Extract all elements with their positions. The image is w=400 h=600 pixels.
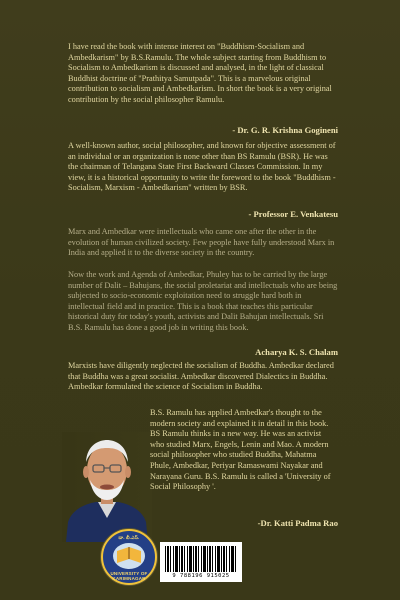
portrait-image: [62, 432, 152, 542]
blurb-chalam-author: Acharya K. S. Chalam: [255, 347, 338, 357]
blurb-gogineni-text: I have read the book with intense interest on "Buddhism-Socialism and Ambedkarism" by B.S.Ramulu. The whole subject starting from Buddhism to Socialism to Ambedkarism is discussed and analysed, in the light of classical Buddhist doctrine of "Prathitya Samutpada". This is a marvelous original contribution to socialism and Ambedkarism. In short the book is a very original contribution by the social philosopher Ramulu.: [68, 42, 332, 104]
isbn-number: 9 788196 915025: [172, 573, 230, 579]
blurb-chalam-paragraph-2: Now the work and Agenda of Ambedkar, Phuley has to be carried by the large number of Dalit – Bahujans, the social proletariat and intellectuals who are being subjected to socio-economic exploitation need to struggle hard both in intellectual field and in practice. This is a book that teaches this particular historical duty for today's youth, activists and Dalit Bahujan intellectuals. Sri B.S. Ramulu has done a good job in writing this book.: [68, 270, 338, 332]
blurb-buddha-socialism-text: Marxists have diligently neglected the socialism of Buddha. Ambedkar declared that Buddha was a great socialist. Ambedkar discovered Dialectics in Buddha. Ambedkar formulated the science of Socialism in Buddha.: [68, 361, 334, 392]
barcode-bars: [165, 546, 237, 572]
isbn-barcode: [160, 542, 242, 582]
blurb-padma-rao-author: -Dr. Katti Padma Rao: [257, 518, 338, 528]
blurb-padma-rao-text: B.S. Ramulu has applied Ambedkar's thought to the modern society and explained it in detail in this book. BS Ramulu thinks in a new way. He was an activist who studied Marx, Engels, Lenin and Mao. A modern social philosopher who studied Buddha, Mahatma Phule, Ambedkar, Periyar Ramaswami Nayakar and Narayana Guru. B.S. Ramulu is called a 'University of Social Philosophy '.: [150, 408, 331, 492]
blurb-gogineni-author: - Dr. G. R. Krishna Gogineni: [232, 125, 338, 135]
book-emblem-icon: [113, 543, 145, 569]
blurb-venkatesu-text: A well-known author, social philosopher, and known for objective assessment of an individual or an organization is none other than BS Ramulu (BSR). He was the chairman of Telangana State First Backward Classes Commission. In my view, it is a historical opportunity to write the foreword to the book "Buddhism - Socialism, Marxism - Ambedkarism" written by BSR.: [68, 141, 336, 193]
blurb-venkatesu-author: - Professor E. Venkatesu: [248, 209, 338, 219]
author-portrait: [62, 432, 152, 542]
blurb-chalam-paragraph-1: Marx and Ambedkar were intellectuals who came one after the other in the evolution of human civilized society. Few people have fully understood Marx in India and applied it to the diverse society in the country.: [68, 227, 335, 258]
publisher-logo-top-text: డా. బీ.ఎస్.: [118, 535, 140, 540]
publisher-logo: [101, 529, 157, 585]
publisher-logo-bottom-text: UNIVERSITY OF KARIMNAGAR: [110, 571, 148, 581]
